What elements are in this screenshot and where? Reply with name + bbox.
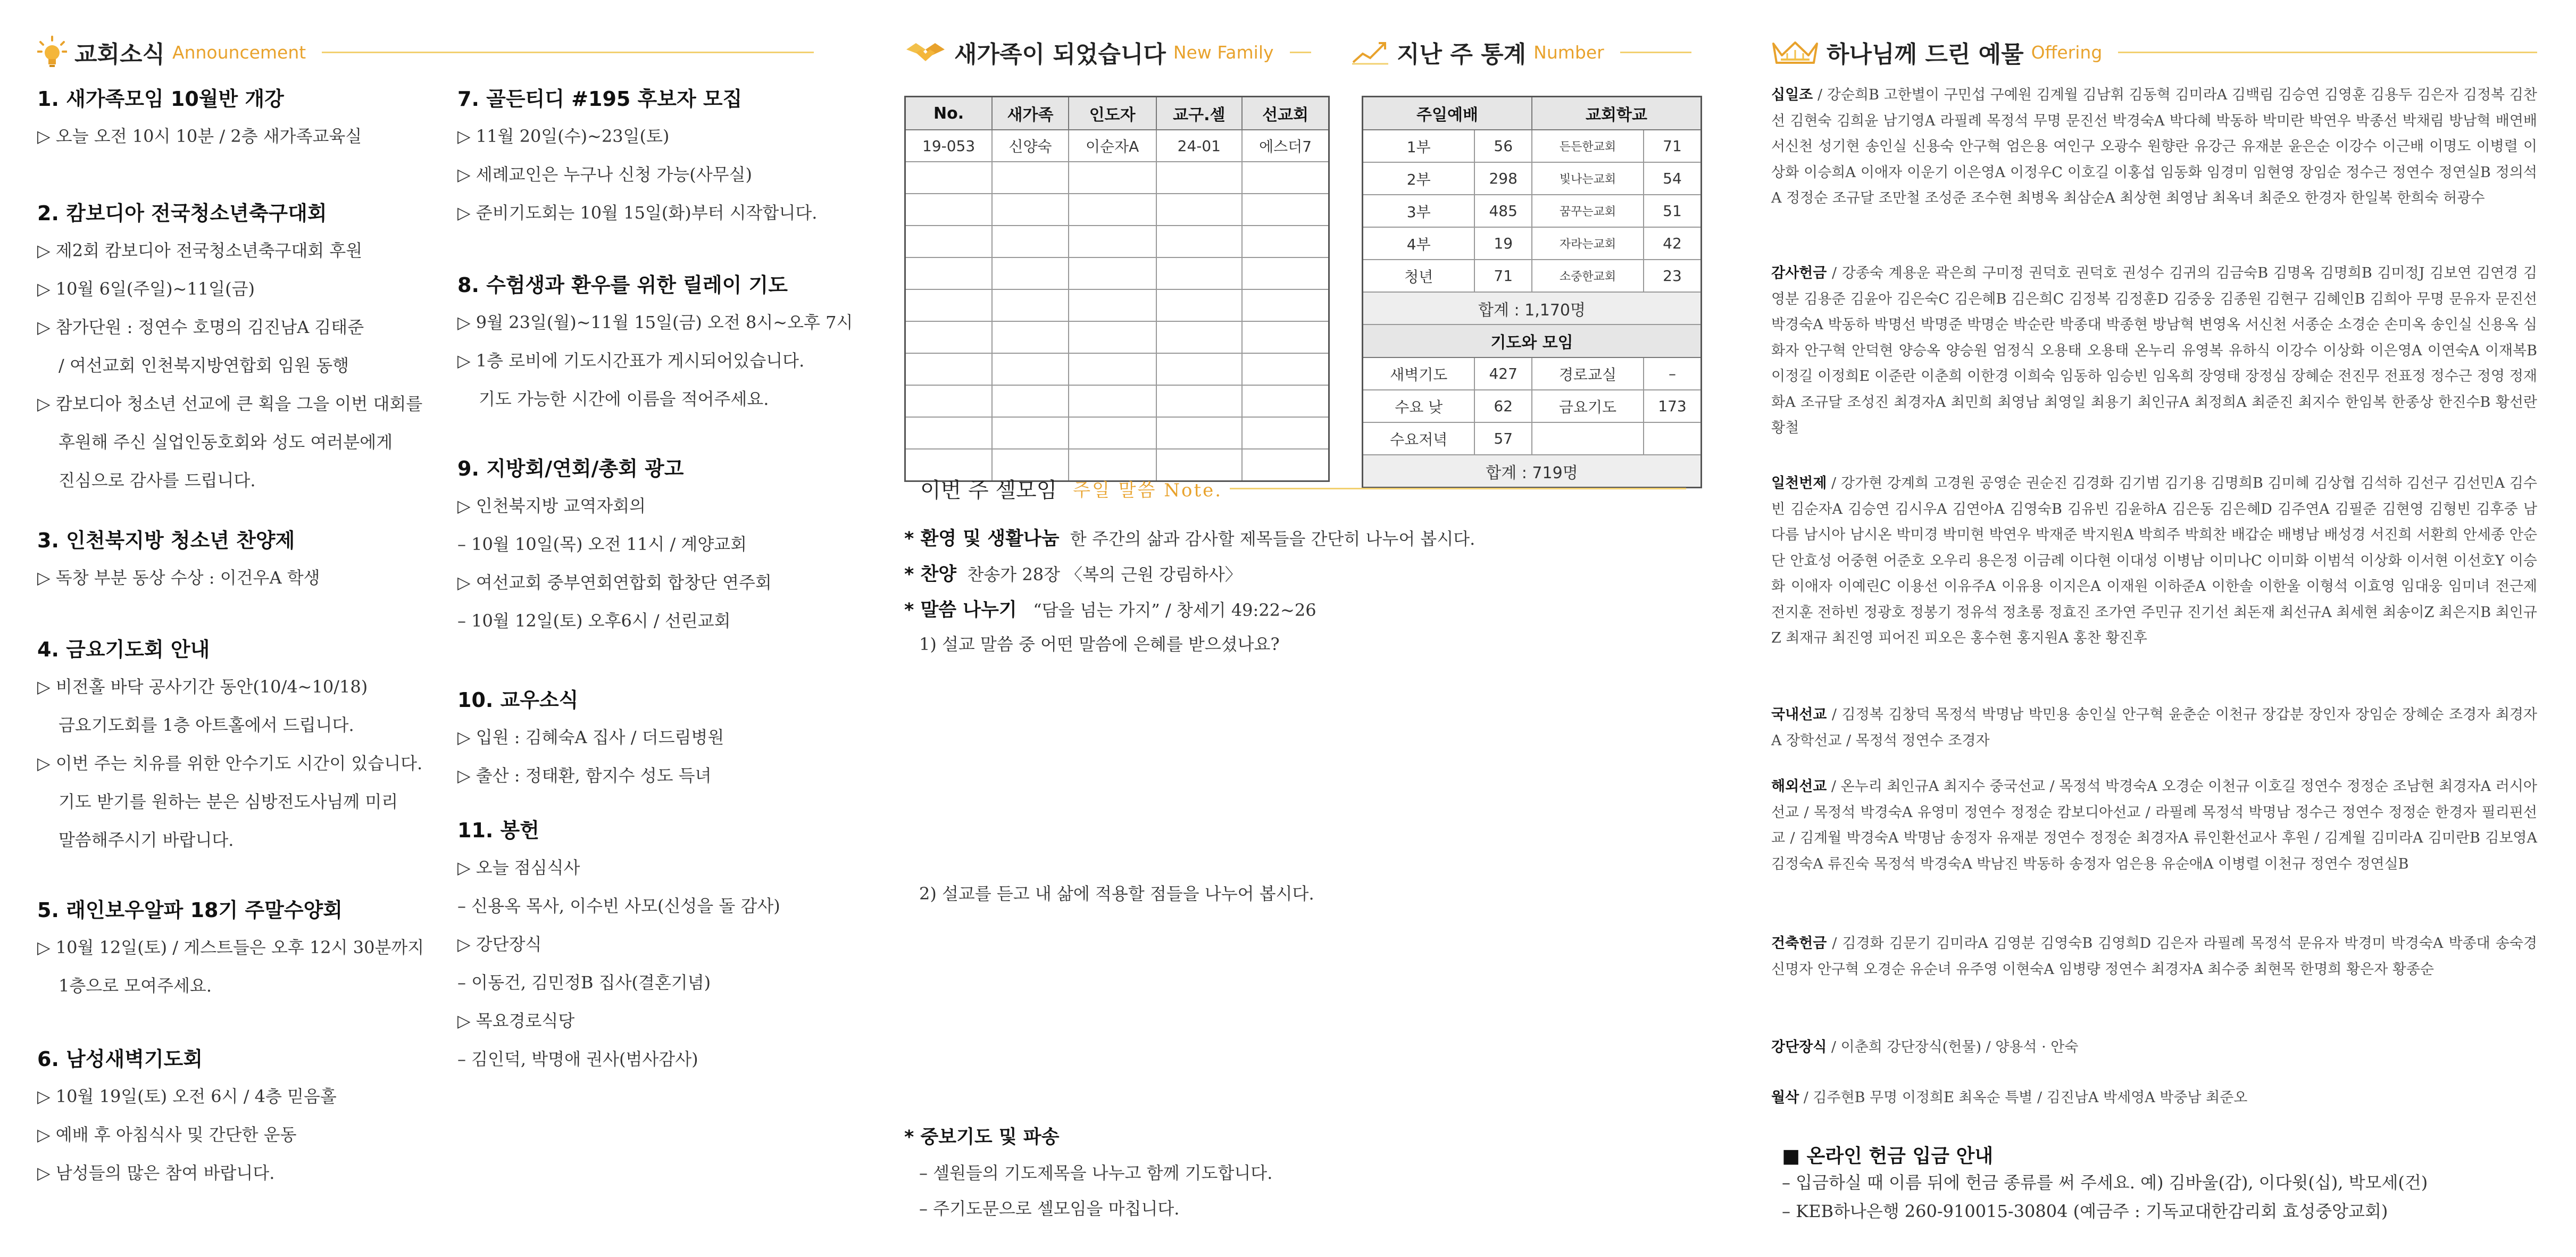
offering-group — [1771, 261, 2537, 442]
table-cell — [905, 321, 993, 353]
newfamily-title-en: New Family — [1173, 41, 1274, 63]
table-row — [1363, 195, 1702, 227]
table-cell — [905, 417, 993, 449]
chart-icon — [1351, 39, 1389, 65]
table-cell: 1부 — [1363, 130, 1475, 162]
header-rule — [1620, 52, 1691, 53]
announcement-item-title: 4. 금요기도회 안내 — [37, 638, 210, 661]
announcement-line: ▷ 오늘 점심식사 — [457, 858, 580, 878]
offering-group-names: / 온누리 최인규A 최지수 중국선교 / 목정석 박경숙A 오경순 이천규 이호길 정연수 정정순 조남현 최경자A 러시아선교 / 목정석 박경숙A 유영미 정연수 정정순 캄보디아선교 / 라필례 목정석 박명남 정수근 정연수 정정순 한경자 필리핀선교 / 김계월 박경숙A 박명남 송정자 유재분 정연수 정정순 최경자A 류인환선교사 후원 / 김계월 김미라A 김미란B 김보영A 김정숙A 류진숙 목정석 박경숙A 박남진 박동하 송정자 엄은용 유순애A 이병렬 이천규 정연수 정연실B — [1771, 778, 2537, 872]
table-cell — [1156, 385, 1243, 417]
stats-title: 지난 주 통계 — [1397, 41, 1527, 68]
table-cell: 485 — [1474, 195, 1532, 227]
announcement-line: ▷ 남성들의 많은 참여 바랍니다. — [37, 1163, 275, 1183]
announcement-line: ▷ 제2회 캄보디아 전국청소년축구대회 후원 — [37, 240, 363, 261]
table-cell — [1069, 353, 1156, 385]
announcement-item — [37, 633, 422, 859]
table-cell: 57 — [1474, 422, 1532, 455]
table-cell — [1532, 422, 1644, 455]
offering-header — [1771, 31, 2537, 73]
table-cell — [1069, 321, 1156, 353]
announcement-item — [457, 269, 853, 418]
announcement-header — [37, 31, 814, 73]
table-cell: 54 — [1644, 162, 1702, 195]
announcement-item — [37, 894, 424, 1005]
offering-group-label: 십일조 — [1771, 87, 1813, 103]
table-cell — [1069, 226, 1156, 257]
table-cell: 173 — [1644, 390, 1702, 422]
cell-item-hymn — [904, 560, 1242, 586]
header-rule — [1230, 488, 1686, 489]
announcement-line: ▷ 세례교인은 누구나 신청 가능(사무실) — [457, 164, 752, 185]
offering-group — [1771, 471, 2537, 652]
stats-header — [1351, 31, 1691, 73]
offering-group — [1771, 774, 2537, 877]
table-row — [905, 194, 1329, 226]
table-cell — [992, 417, 1069, 449]
table-cell — [1156, 257, 1243, 289]
table-cell: 경로교실 — [1532, 357, 1644, 390]
announcement-line: ▷ 목요경로식당 — [457, 1011, 575, 1031]
table-cell — [1156, 194, 1243, 226]
table-cell — [1242, 194, 1329, 226]
table-cell — [905, 194, 993, 226]
table-cell — [1069, 417, 1156, 449]
offering-group-label: 일천번제 — [1771, 475, 1827, 492]
announcement-item-title: 5. 래인보우알파 18기 주말수양회 — [37, 898, 343, 922]
table-cell — [1242, 289, 1329, 321]
offering-group — [1771, 931, 2537, 983]
table-cell: 신양숙 — [992, 130, 1069, 162]
announcement-item — [37, 197, 422, 500]
table-cell — [1242, 257, 1329, 289]
table-row — [905, 226, 1329, 257]
table-cell — [1156, 289, 1243, 321]
table-cell: 62 — [1474, 390, 1532, 422]
announcement-line: – 신용옥 목사, 이수빈 사모(신성을 돌 감사) — [457, 896, 780, 916]
section-header-row — [1363, 324, 1702, 357]
table-row — [905, 257, 1329, 289]
column-header: 새가족 — [992, 97, 1069, 130]
sermon-note-label: 주일 말씀 Note. — [1073, 480, 1223, 501]
table-cell — [1242, 321, 1329, 353]
newfamily-table — [904, 96, 1330, 482]
cell-item-text: 한 주간의 삶과 감사할 제목들을 간단히 나누어 봅시다. — [1070, 529, 1475, 549]
announcement-line: ▷ 참가단원 : 정연수 호명의 김진남A 김태준 — [37, 317, 364, 337]
table-cell: 금요기도 — [1532, 390, 1644, 422]
announcement-item-title: 8. 수험생과 환우를 위한 릴레이 기도 — [457, 273, 788, 297]
announcement-line: ▷ 오늘 오전 10시 10분 / 2층 새가족교육실 — [37, 126, 362, 146]
total-cell: 합계 : 719명 — [1363, 455, 1702, 488]
table-cell: 71 — [1644, 130, 1702, 162]
table-cell — [992, 321, 1069, 353]
table-cell: 71 — [1474, 260, 1532, 292]
offering-group-label: 국내선교 — [1771, 706, 1827, 723]
offering-group-names: / 이춘희 강단장식(헌물) / 양용석 · 안숙 — [1827, 1039, 2079, 1055]
header-rule — [1290, 52, 1311, 53]
table-row — [1363, 260, 1702, 292]
announcement-item-title: 6. 남성새벽기도회 — [37, 1047, 203, 1071]
table-cell — [1069, 194, 1156, 226]
announcement-line: ▷ 이번 주는 치유를 위한 안수기도 시간이 있습니다. — [37, 753, 423, 773]
announcement-line: ▷ 10월 6일(주일)~11일(금) — [37, 279, 255, 299]
table-cell — [905, 289, 993, 321]
table-row — [1363, 227, 1702, 260]
announcement-line: ▷ 강단장식 — [457, 934, 542, 954]
online-offering-title: ■ 온라인 헌금 입금 안내 — [1782, 1145, 1994, 1167]
table-cell: 꿈꾸는교회 — [1532, 195, 1644, 227]
stats-table — [1362, 96, 1702, 488]
table-cell: 소중한교회 — [1532, 260, 1644, 292]
announcement-line: 후원해 주신 실업인동호회와 성도 여러분에게 — [59, 432, 393, 452]
table-cell — [905, 385, 993, 417]
header-rule — [2118, 52, 2537, 53]
header-rule — [322, 52, 814, 53]
announcement-item — [37, 82, 362, 155]
cell-item-prayer — [904, 1122, 1060, 1149]
announcement-line: 진심으로 감사를 드립니다. — [59, 470, 256, 490]
prayer-line: – 셀원들의 기도제목을 나누고 함께 기도합니다. — [919, 1163, 1273, 1183]
table-cell — [905, 257, 993, 289]
table-row — [1363, 422, 1702, 455]
announcement-item — [37, 524, 320, 597]
offering-group-names: / 김경화 김문기 김미라A 김영분 김영숙B 김영희D 김은자 라필례 목정석 문유자 박경미 박경숙A 박종대 송숙경 신명자 안구혁 오경순 유순녀 유주영 이현숙A 임병량 정연수 최경자A 최수중 최현목 한명희 황은자 황종순 — [1771, 935, 2537, 978]
table-cell — [1242, 385, 1329, 417]
announcement-line: – 10월 10일(목) 오전 11시 / 계양교회 — [457, 534, 747, 554]
table-cell: 수요 낮 — [1363, 390, 1475, 422]
table-row — [905, 353, 1329, 385]
table-row — [905, 130, 1329, 162]
table-cell — [992, 226, 1069, 257]
table-cell: 청년 — [1363, 260, 1475, 292]
announcement-item-title: 1. 새가족모임 10월반 개강 — [37, 87, 284, 111]
column-header: 인도자 — [1069, 97, 1156, 130]
announcement-line: ▷ 예배 후 아침식사 및 간단한 운동 — [37, 1125, 297, 1145]
table-cell: 3부 — [1363, 195, 1475, 227]
offering-group-names: / 강가현 강계희 고경원 공영순 권순진 김경화 김기범 김기용 김명희B 김미혜 김상협 김석하 김선구 김선민A 김수빈 김순자A 김승연 김시우A 김연아A 김영숙B 김유빈 김윤하A 김은동 김은혜D 김주연A 김필준 김현영 김형빈 김후중 남다름 남시아 남시온 박미경 박미현 박연우 박재준 박지원A 박희주 박희찬 배갑순 배병남 배성경 서진희 서환희 안세종 안순단 안효성 어중현 어준호 오우리 용은정 이금례 이다현 이대성 이병남 이미나C 이미화 이범석 이상화 이서현 이선호Y 이승화 이애자 이예린C 이용선 이유주A 이유용 이지은A 이재원 이하준A 이한솔 이한울 이형석 이효영 임대웅 임미녀 전근제 전지훈 전하빈 정광호 정봉기 정유석 정초롱 정효진 조가연 주민규 진기선 최돈재 최선규A 최세현 최송이Z 최은지B 최인규Z 최재규 최진영 피어진 피오은 홍수현 홍지원A 홍찬 황진후 — [1771, 475, 2537, 646]
online-offering-line: – 입금하실 때 이름 뒤에 헌금 종류를 써 주세요. 예) 김바울(감), 이다윗(십), 박모세(건) — [1782, 1172, 2428, 1193]
table-cell — [905, 162, 993, 194]
offering-group-label: 월삭 — [1771, 1089, 1799, 1106]
newfamily-header — [904, 31, 1319, 73]
table-cell — [1242, 417, 1329, 449]
table-cell — [1156, 321, 1243, 353]
table-row — [1363, 162, 1702, 195]
table-row — [1363, 390, 1702, 422]
announcement-line: 말씀해주시기 바랍니다. — [59, 830, 234, 850]
cell-item-label: * 말씀 나누기 — [904, 600, 1017, 621]
column-header: 선교회 — [1242, 97, 1329, 130]
announcement-line: – 김인덕, 박명애 권사(범사감사) — [457, 1049, 698, 1069]
column-header: No. — [905, 97, 993, 130]
announcement-line: 금요기도회를 1층 아트홀에서 드립니다. — [59, 715, 354, 735]
total-row — [1363, 292, 1702, 324]
announcement-item-title: 3. 인천북지방 청소년 찬양제 — [37, 529, 295, 552]
table-cell — [1156, 162, 1243, 194]
cell-item-sermon — [904, 595, 1316, 622]
table-cell — [992, 194, 1069, 226]
table-cell: – — [1644, 357, 1702, 390]
crown-icon — [1771, 38, 1819, 66]
offering-group-names: / 강순희B 고한별이 구민섭 구예원 김계월 김남휘 김동혁 김미라A 김백림 김승연 김영훈 김용두 김은자 김정복 김찬선 김현숙 김희윤 남기영A 라필례 목정석 무명 문진선 박경숙A 박다혜 박동하 박미란 박연우 박종선 박채림 방남혁 배연배 서신천 성기현 송인실 신용숙 안구혁 엄은용 여인구 오광수 원향란 유강근 유재분 윤은순 이강수 이근배 이명도 이병렬 이상화 이승희A 이애자 이운기 이은영A 이정우C 이호길 이홍섭 임동화 임경미 임현영 장임순 정수근 정연수 정연실B 정의석A 정정순 조규달 조만철 조성준 조수현 최병옥 최삼순A 최상현 최영남 최옥녀 최준오 한경자 한일복 한희숙 허광수 — [1771, 87, 2537, 206]
table-cell — [1069, 257, 1156, 289]
announcement-line: ▷ 1층 로비에 기도시간표가 게시되어있습니다. — [457, 351, 805, 371]
cell-item-label: * 찬양 — [904, 564, 957, 585]
announcement-line: ▷ 독창 부분 동상 수상 : 이건우A 학생 — [37, 568, 320, 588]
column-header: 주일예배 — [1363, 97, 1532, 130]
offering-group-label: 강단장식 — [1771, 1039, 1827, 1055]
cell-item-text: “담을 넘는 가지” / 창세기 49:22~26 — [1033, 600, 1316, 620]
table-cell: 24-01 — [1156, 130, 1243, 162]
announcement-line: ▷ 입원 : 김혜숙A 집사 / 더드림병원 — [457, 727, 724, 747]
table-cell — [905, 226, 993, 257]
table-cell — [1242, 162, 1329, 194]
announcement-item-title: 2. 캄보디아 전국청소년축구대회 — [37, 202, 327, 225]
cell-title: 이번 주 셀모임 — [920, 478, 1057, 503]
offering-group-label: 건축헌금 — [1771, 935, 1827, 952]
table-cell — [1156, 417, 1243, 449]
announcement-line: ▷ 인천북지방 교역자회의 — [457, 496, 646, 516]
announcement-line: ▷ 9월 23일(월)~11월 15일(금) 오전 8시~오후 7시 — [457, 312, 853, 332]
table-cell — [1242, 226, 1329, 257]
question-2: 2) 설교를 듣고 내 삶에 적용할 점들을 나누어 봅시다. — [919, 884, 1314, 904]
question-1: 1) 설교 말씀 중 어떤 말씀에 은혜를 받으셨나요? — [919, 634, 1280, 654]
table-cell: 이순자A — [1069, 130, 1156, 162]
newfamily-title: 새가족이 되었습니다 — [954, 41, 1166, 68]
offering-group — [1771, 702, 2537, 754]
stats-title-en: Number — [1533, 41, 1604, 63]
cell-item-text: 찬송가 28장 〈복의 근원 강림하사〉 — [967, 564, 1242, 585]
total-cell: 합계 : 1,170명 — [1363, 292, 1702, 324]
table-row — [905, 321, 1329, 353]
announcement-item — [457, 82, 817, 232]
table-cell — [1069, 385, 1156, 417]
announcement-item-title: 9. 지방회/연회/총회 광고 — [457, 457, 684, 480]
announcement-line: ▷ 11월 20일(수)~23일(토) — [457, 126, 670, 146]
table-row — [1363, 357, 1702, 390]
handshake-icon — [904, 39, 947, 65]
column-header: 교구.셀 — [1156, 97, 1243, 130]
table-cell — [992, 162, 1069, 194]
table-cell — [1644, 422, 1702, 455]
announcement-title: 교회소식 — [74, 41, 165, 68]
table-cell — [1156, 226, 1243, 257]
table-cell: 19-053 — [905, 130, 993, 162]
cell-item-label: * 환영 및 생활나눔 — [904, 528, 1060, 550]
announcement-line: / 여선교회 인천북지방연합회 임원 동행 — [59, 355, 349, 376]
offering-group — [1771, 1035, 2537, 1061]
table-row — [905, 417, 1329, 449]
table-row — [905, 385, 1329, 417]
lightbulb-icon — [37, 36, 67, 69]
table-cell: 자라는교회 — [1532, 227, 1644, 260]
table-row — [1363, 130, 1702, 162]
table-cell: 19 — [1474, 227, 1532, 260]
announcement-line: ▷ 캄보디아 청소년 선교에 큰 획을 그을 이번 대회를 — [37, 394, 423, 414]
announcement-item — [457, 684, 724, 795]
announcement-item — [457, 814, 780, 1078]
table-cell: 427 — [1474, 357, 1532, 390]
table-cell: 56 — [1474, 130, 1532, 162]
table-cell: 42 — [1644, 227, 1702, 260]
announcement-title-en: Announcement — [172, 41, 306, 63]
announcement-line: ▷ 여선교회 중부연회연합회 합창단 연주회 — [457, 572, 772, 593]
offering-group — [1771, 1085, 2537, 1111]
table-cell: 2부 — [1363, 162, 1475, 195]
column-header: 기도와 모임 — [1363, 324, 1702, 357]
table-cell: 든든한교회 — [1532, 130, 1644, 162]
cell-item-welcome — [904, 524, 1475, 551]
cell-item-label: * 중보기도 및 파송 — [904, 1127, 1060, 1148]
announcement-line: – 10월 12일(토) 오후6시 / 선린교회 — [457, 611, 731, 631]
announcement-line: ▷ 출산 : 정태환, 함지수 성도 득녀 — [457, 765, 712, 786]
offering-group-names: / 강종숙 계용운 곽은희 구미정 권덕호 권덕호 권성수 김귀의 김금숙B 김명옥 김명희B 김미정J 김보연 김연경 김영분 김용준 김윤아 김은숙C 김은혜B 김은희C 김정복 김정훈D 김중웅 김종원 김현구 김혜인B 김희아 무명 문유자 문진선 박경숙A 박동하 박명선 박명준 박명순 박순란 박종대 박종현 방남혁 변영옥 서신천 서종순 소경순 손미옥 송인실 신용옥 심화자 안구혁 안덕현 양승옥 양승원 엄정식 오용태 오용태 온누리 유영복 유하식 이강수 이상화 이은영A 이연숙A 이재복B 이정길 이정희E 이준란 이춘희 이한경 이희숙 임동하 임승빈 임옥희 장영태 장정심 장혜순 전진무 전표정 정수근 정영 정재화A 조규달 조성진 최경자A 최민희 최영남 최영일 최용기 최인규A 최정희A 최준진 최지수 한임복 한종상 한진수B 황선란 황철 — [1771, 265, 2537, 436]
announcement-line: 기도 가능한 시간에 이름을 적어주세요. — [479, 389, 769, 409]
table-cell: 4부 — [1363, 227, 1475, 260]
table-cell — [992, 385, 1069, 417]
table-cell — [1156, 353, 1243, 385]
table-cell: 새벽기도 — [1363, 357, 1475, 390]
table-cell: 51 — [1644, 195, 1702, 227]
table-cell — [905, 353, 993, 385]
table-cell: 23 — [1644, 260, 1702, 292]
table-cell — [1242, 353, 1329, 385]
offering-title: 하나님께 드린 예물 — [1827, 41, 2024, 68]
table-cell: 수요저녁 — [1363, 422, 1475, 455]
online-offering-line: – KEB하나은행 260-910015-30804 (예금주 : 기독교대한감리회 효성중앙교회) — [1782, 1201, 2388, 1221]
offering-group-label: 감사헌금 — [1771, 265, 1827, 281]
table-cell — [992, 257, 1069, 289]
announcement-item — [457, 452, 772, 640]
table-cell — [992, 353, 1069, 385]
announcement-line: ▷ 비전홀 바닥 공사기간 동안(10/4~10/18) — [37, 677, 368, 697]
prayer-line: – 주기도문으로 셀모임을 마칩니다. — [919, 1198, 1180, 1219]
table-cell — [1069, 289, 1156, 321]
table-cell: 298 — [1474, 162, 1532, 195]
announcement-line: ▷ 10월 19일(토) 오전 6시 / 4층 믿음홀 — [37, 1086, 337, 1106]
offering-group-label: 해외선교 — [1771, 778, 1827, 795]
table-cell — [992, 289, 1069, 321]
online-offering-info — [1782, 1141, 2537, 1226]
announcement-line: ▷ 준비기도회는 10월 15일(화)부터 시작합니다. — [457, 203, 818, 223]
column-header: 교회학교 — [1532, 97, 1702, 130]
offering-group-names: / 김정복 김창덕 목정석 박명남 박민용 송인실 안구혁 윤춘순 이천규 장갑분 장인자 장임순 장혜순 조경자 최경자A 장학선교 / 목정석 정연수 조경자 — [1771, 706, 2537, 749]
cell-header — [920, 473, 1686, 504]
announcement-line: – 이동건, 김민정B 집사(결혼기념) — [457, 972, 711, 993]
announcement-item — [37, 1043, 337, 1192]
announcement-item-title: 10. 교우소식 — [457, 688, 579, 712]
offering-title-en: Offering — [2031, 41, 2103, 63]
offering-group — [1771, 82, 2537, 212]
table-cell — [1069, 162, 1156, 194]
table-row — [905, 162, 1329, 194]
table-cell: 빛나는교회 — [1532, 162, 1644, 195]
offering-group-names: / 김주현B 무명 이정희E 최옥순 특별 / 김진남A 박세영A 박중남 최준오 — [1799, 1089, 2248, 1106]
announcement-line: 기도 받기를 원하는 분은 심방전도사님께 미리 — [59, 792, 398, 812]
announcement-item-title: 7. 골든티디 #195 후보자 모집 — [457, 87, 743, 111]
announcement-line: 1층으로 모여주세요. — [59, 976, 212, 996]
announcement-item-title: 11. 봉헌 — [457, 819, 539, 842]
table-cell: 에스더7 — [1242, 130, 1329, 162]
announcement-line: ▷ 10월 12일(토) / 게스트들은 오후 12시 30분까지 — [37, 937, 424, 958]
table-row — [905, 289, 1329, 321]
